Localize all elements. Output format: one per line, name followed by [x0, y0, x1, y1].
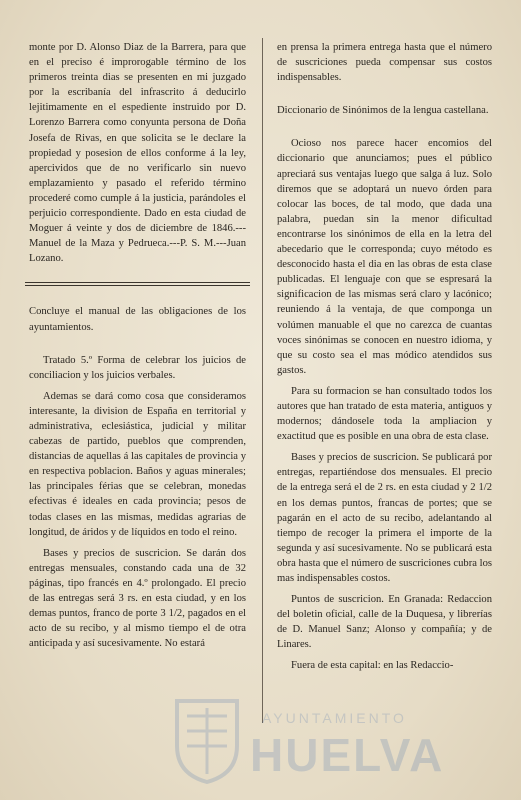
right-column: [277, 40, 492, 674]
dictionary-bases-paragraph: Bases y precios de suscricion. Se publicará por entregas, repartiéndose dos mensuales. El precio de la entrega será el de 2 rs. en esta ciudad y 2 1/2 en los demas puntos, francas de portes; que se pagarán en el acto de su recibo, adelantando al tiempo de recoger la primera el importe de la segunda y así sucesivamente. No se publicará esta obra hasta que el número de suscriciones cubra los mas indispensables costos.: [277, 452, 492, 584]
city-seal-icon: [172, 696, 242, 784]
section-divider: [25, 282, 250, 286]
left-column: [29, 40, 246, 651]
archive-watermark: [150, 688, 450, 788]
watermark-sublabel: AYUNTAMIENTO: [262, 710, 407, 726]
column-rule: [262, 38, 263, 723]
subscription-bases-paragraph: Bases y precios de suscricion. Se darán dos entregas mensuales, constando cada una de 32 páginas, tipo francés en 4.º prolongado. El precio de las entregas será 3 rs. en esta ciudad, y en los demas puntos, franco de porte 3 1/2, pagados en el acto de su recibo, y al mismo tiempo el de otra anticipada y así sucesivamente. No estará: [29, 547, 246, 650]
formation-paragraph: Para su formacion se han consultado todos los autores que han tratado de esta materia, antiguos y modernos; dándosele toda la ampliacion y exactitud que es posible en una obra de esta clase.: [277, 385, 492, 443]
dictionary-intro-paragraph: Ocioso nos parece hacer encomios del diccionario que anunciamos; pues el público apreciará sus ventajas luego que salga á luz. Solo diremos que se adoptará un nuevo órden para colocar las boces, de tal modo, que dada una palabra, puedan sin la menor dificultad encontrarse los sinónimos de ella en la letra del abecedario que le corresponda; cuyo método es desconocido hasta el dia en las obras de esta clase publicadas. El lenguaje con que se espresará la significacion de las mismas será claro y lacónico; reuniendo á la ventaja, de que componga un volúmen manuable el que no carezca de cuantas voces sinónimas se conocen en nuestro idioma, y que su costo sea el mas módico atendidos sus gastos.: [277, 138, 492, 376]
subscription-points-paragraph: Puntos de suscricion. En Granada: Redaccion del boletin oficial, calle de la Duquesa, y librerías de D. Manuel Sanz; Alonso y compañía; y de Linares.: [277, 594, 492, 651]
manual-heading: Concluye el manual de las obligaciones de los ayuntamientos.: [29, 306, 246, 333]
division-paragraph: Ademas se dará como cosa que consideramos interesante, la division de España en territorial y administrativa, eclesiástica, judicial y militar cabezas de partido, pueblos que comprenden, distancias de aquellas á las capitales de provincia y en respectiva poblacion. Baños y aguas minerales; las principales férias que se celebran, monedas efectivas é ideales en cada provincia; pesos de todas clases en las mismas, medidas agrarias de longitud, de áridos y de líquidos en todo el reino.: [29, 390, 246, 538]
dictionary-heading: Diccionario de Sinónimos de la lengua castellana.: [277, 105, 489, 117]
outside-capital-paragraph: Fuera de esta capital: en las Redaccio-: [291, 660, 454, 672]
treatise-paragraph: Tratado 5.º Forma de celebrar los juicios de conciliacion y los juicios verbales.: [29, 354, 246, 381]
watermark-label: HUELVA: [250, 729, 445, 781]
decree-continuation: monte por D. Alonso Diaz de la Barrera, para que en el preciso é improrogable término de los primeros treinta dias se presenten en mi juzgado por la escribanía del infrascrito á deducirlo lejitimamente en el espediente instruido por D. Lorenzo Barrera como conyunta persona de Doña Josefa de Rivas, en que solicita se le declare la propiedad y posesion de ellos conforme á la ley, apercividos que de no verificarlo sin nuevo emplazamiento y pasado el referido término procederé como cumple á la justicia, parándoles el perjuicio correspondiente. Dado en esta ciudad de Moguer á veinte y dos de diciembre de 1846.---Manuel de la Maza y Pedrueca.---P. S. M.---Juan Lozano.: [29, 42, 246, 265]
continuation-paragraph: en prensa la primera entrega hasta que el número de suscriciones pueda compensar sus costos indispensables.: [277, 42, 492, 84]
